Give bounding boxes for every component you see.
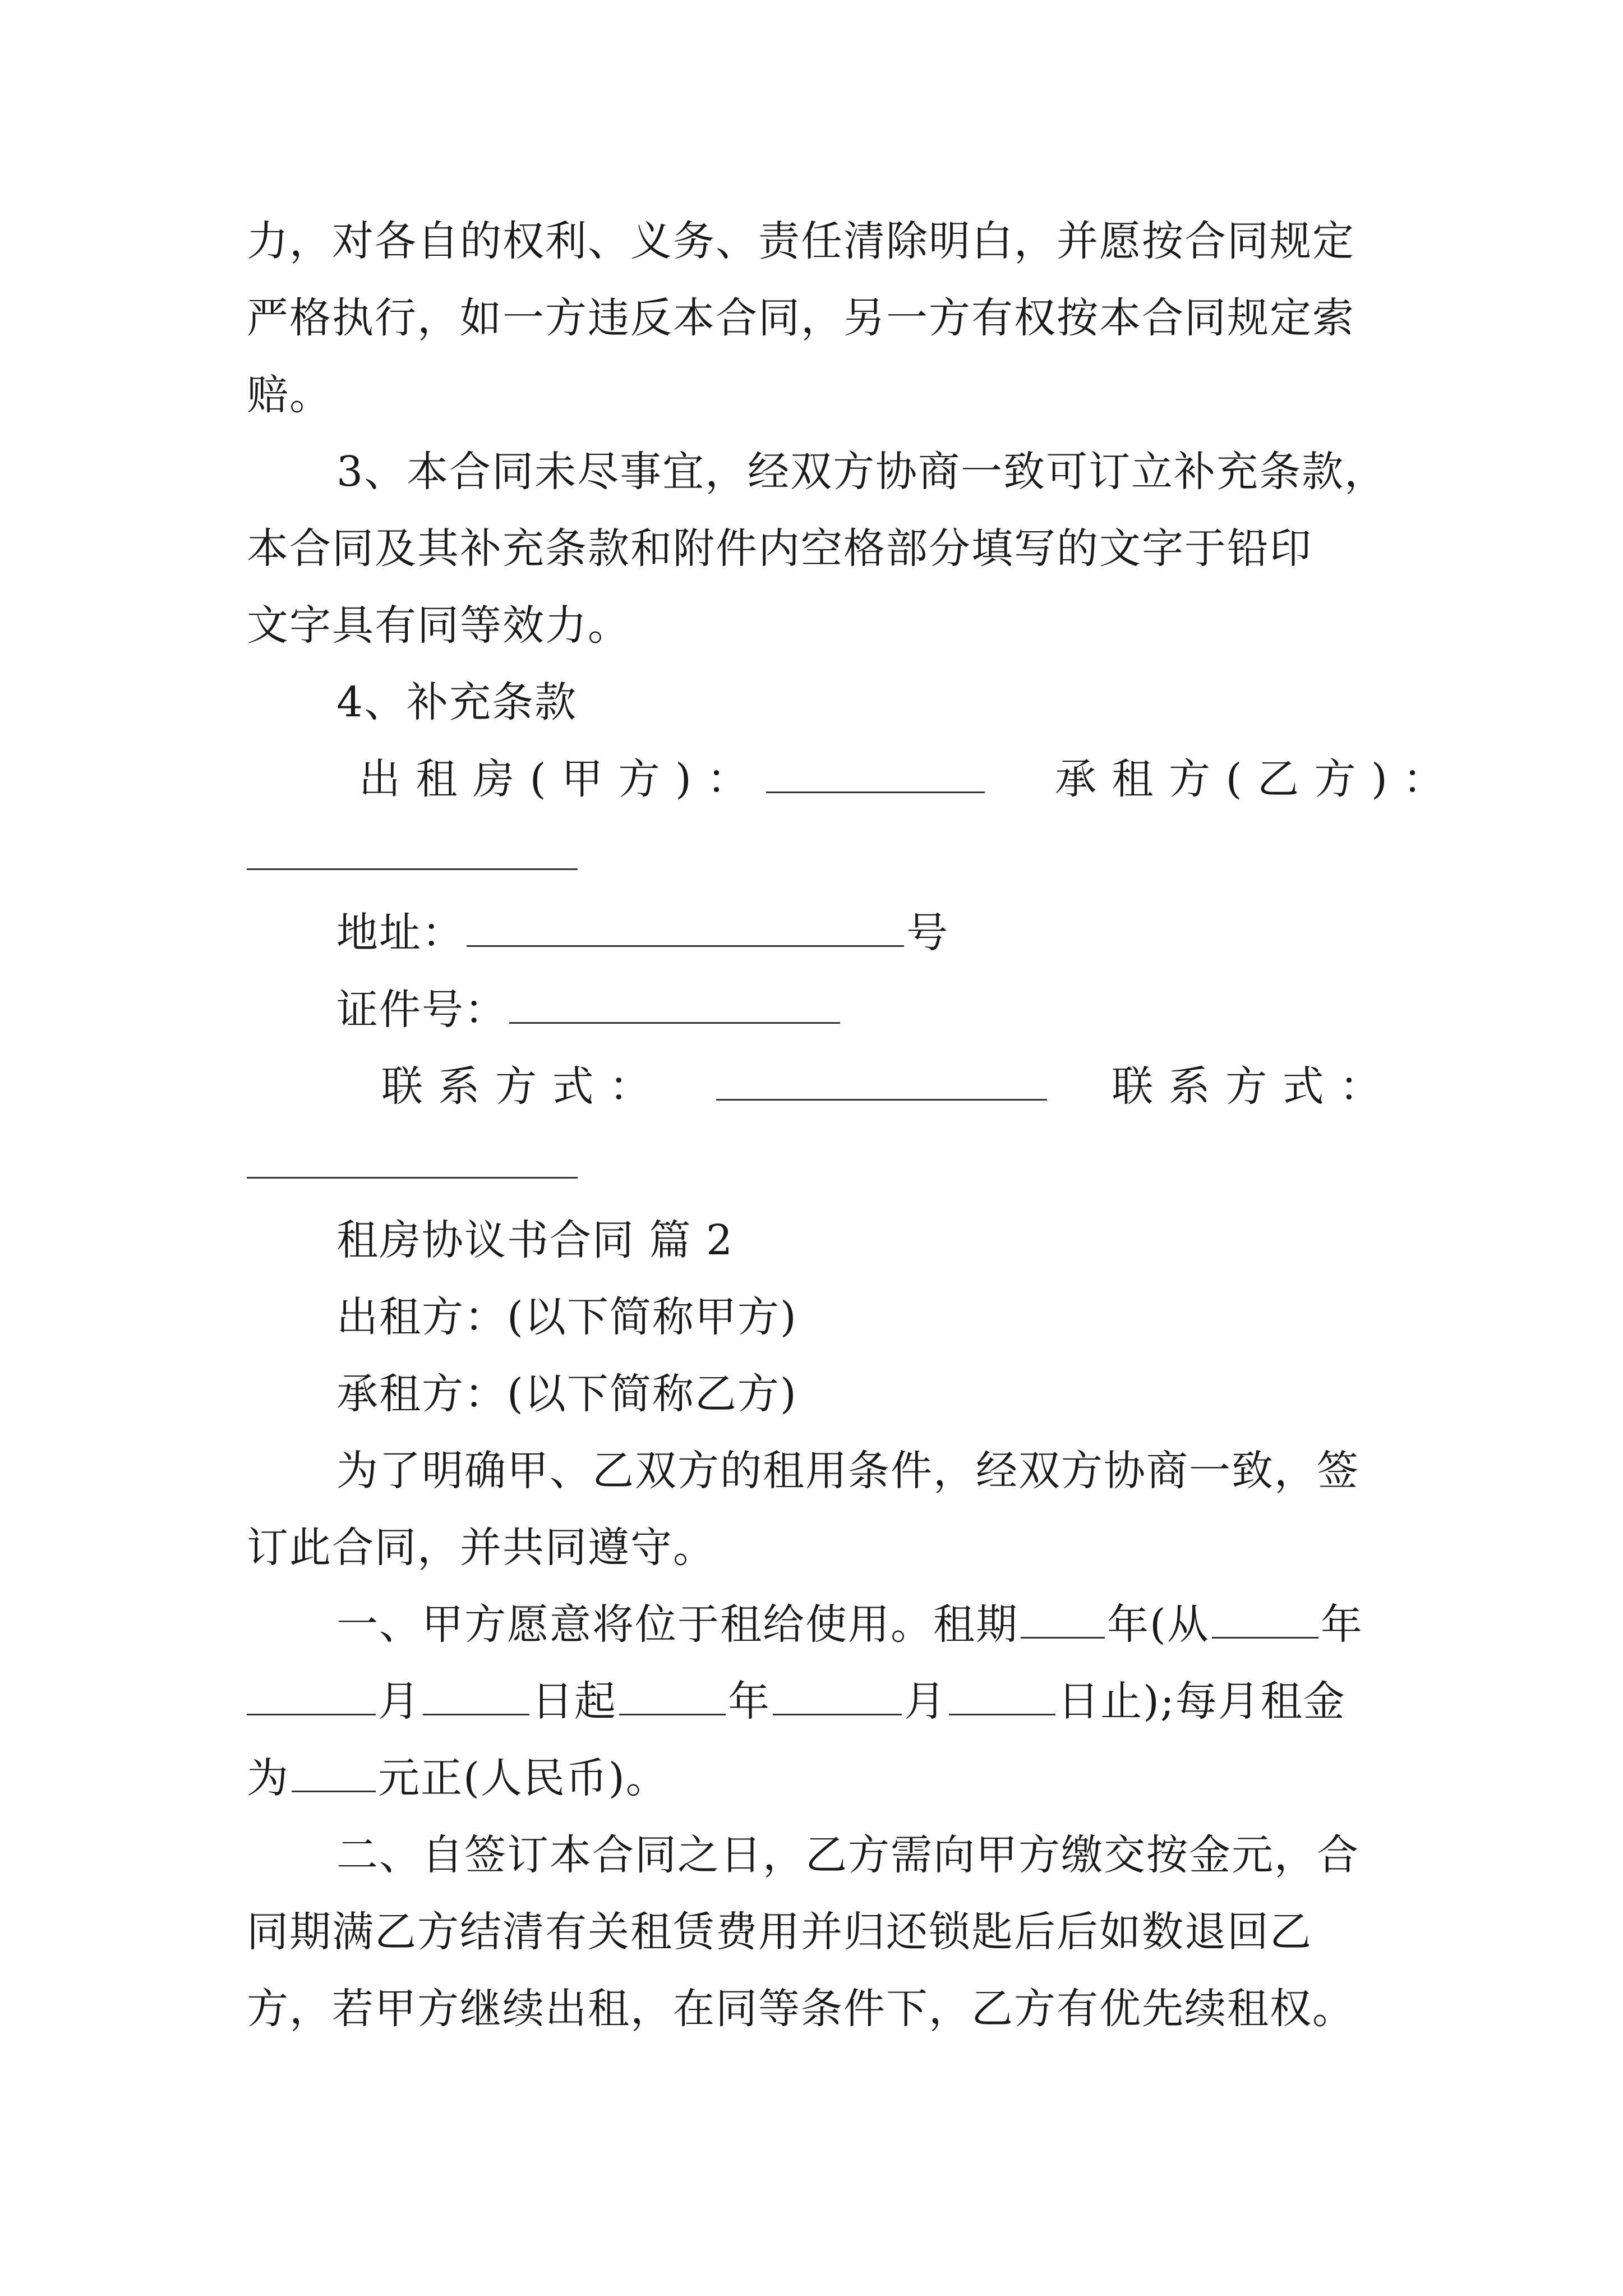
text-segment: 月 [378, 1677, 421, 1726]
end-month-blank [773, 1673, 902, 1715]
start-year-blank [1212, 1596, 1318, 1639]
contact-blank-a [716, 1059, 1047, 1101]
text-line: 订此合同，并共同遵守。 [247, 1524, 716, 1572]
lessee-label: 承 租 方 ( 乙 方 ) ： [1055, 755, 1446, 803]
text-segment: 为 [247, 1754, 289, 1802]
rent-line [247, 1750, 1396, 1806]
term-line [336, 1596, 1486, 1653]
id-label: 证件号： [336, 986, 507, 1034]
contact-label-b: 联 系 方 式 ： [1112, 1062, 1382, 1111]
address-label: 地址： [336, 909, 464, 957]
address-suffix: 号 [906, 909, 949, 957]
address-blank [467, 905, 904, 947]
text-line: 同期满乙方结清有关租赁费用并归还锁匙后后如数退回乙 [247, 1908, 1312, 1956]
text-line: 力，对各自的权利、义务、责任清除明白，并愿按合同规定 [247, 217, 1355, 265]
party-signature-line [359, 751, 1446, 807]
text-line: 赔。 [247, 371, 332, 419]
text-segment: 元正(人民币)。 [378, 1754, 668, 1802]
contact-line [381, 1059, 1402, 1115]
rent-amount-blank [292, 1750, 376, 1792]
text-segment: 年 [728, 1677, 771, 1726]
text-segment: 一、甲方愿意将位于租给使用。租期 [336, 1600, 1018, 1649]
text-line: 为了明确甲、乙双方的租用条件，经双方协商一致，签 [336, 1447, 1359, 1495]
contact-label-a: 联 系 方 式 ： [381, 1062, 652, 1111]
text-segment: 年 [1320, 1600, 1363, 1649]
term-years-blank [1021, 1596, 1105, 1639]
text-line: 严格执行，如一方违反本合同，另一方有权按本合同规定索 [247, 294, 1355, 342]
text-segment: 月 [904, 1677, 947, 1726]
text-line: 出租方：(以下简称甲方) [336, 1293, 797, 1341]
contact-blank-b [247, 1177, 578, 1179]
address-line [336, 905, 1486, 961]
start-day-blank [423, 1673, 529, 1715]
end-year-blank [619, 1673, 726, 1715]
lessor-blank [766, 751, 985, 793]
text-line: 4、补充条款 [336, 678, 578, 726]
text-line: 方，若甲方继续出租，在同等条件下，乙方有优先续租权。 [247, 1985, 1355, 2033]
text-segment: 日起 [532, 1677, 617, 1726]
id-blank [509, 982, 840, 1024]
id-line [336, 982, 1486, 1038]
start-month-blank [247, 1673, 376, 1715]
end-day-blank [949, 1673, 1055, 1715]
text-line: 二、自签订本合同之日，乙方需向甲方缴交按金元，合 [336, 1831, 1359, 1879]
text-line: 3、本合同未尽事宜，经双方协商一致可订立补充条款， [336, 448, 1387, 496]
lessor-label: 出 租 房 ( 甲 方 ) ： [359, 755, 750, 803]
text-line: 承租方：(以下简称乙方) [336, 1370, 797, 1418]
lessee-blank [247, 868, 578, 870]
text-segment: 年(从 [1107, 1600, 1210, 1649]
text-segment: 日止);每月租金 [1058, 1677, 1346, 1726]
section-title: 租房协议书合同 篇 2 [336, 1216, 734, 1264]
text-line: 本合同及其补充条款和附件内空格部分填写的文字于铅印 [247, 524, 1312, 573]
date-line [247, 1673, 1396, 1729]
text-line: 文字具有同等效力。 [247, 601, 630, 650]
